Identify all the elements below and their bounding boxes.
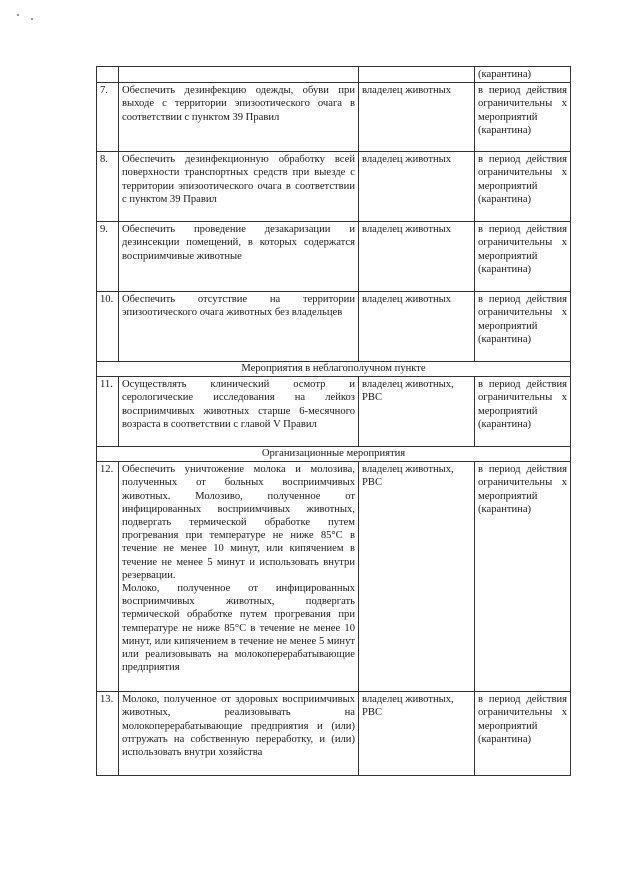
row-responsible: владелец животных	[359, 152, 475, 222]
section-heading: Мероприятия в неблагополучном пункте	[97, 362, 571, 377]
scan-speck	[31, 18, 33, 20]
row-responsible: владелец животных	[359, 292, 475, 362]
row-number: 12.	[97, 462, 119, 692]
row-term: в период действия ограничительны х мероприятий (карантина)	[475, 377, 571, 447]
table-row	[97, 83, 571, 152]
row-responsible: владелец животных, РВС	[359, 462, 475, 692]
action-paragraph: Молоко, полученное от инфицированных восприимчивых животных, подвергать термической обработке путем прогревания при температуре не ниже 85°С в течение не менее 10 минут, или кипячением в течение не менее 5 минут или реализовывать на молокоперерабатывающие предприятия	[122, 583, 355, 674]
row-action	[119, 67, 359, 83]
section-row	[97, 362, 571, 377]
row-term: (карантина)	[475, 67, 571, 83]
row-term: в период действия ограничительны х мероприятий (карантина)	[475, 292, 571, 362]
row-action: Обеспечить дезинфекционную обработку всей поверхности транспортных средств при выезде с территории эпизоотического очага в соответствии с пунктом 39 Правил	[119, 152, 359, 222]
table-row	[97, 222, 571, 292]
row-number: 13.	[97, 692, 119, 776]
row-term: в период действия ограничительны х мероприятий (карантина)	[475, 222, 571, 292]
row-term: в период действия ограничительны х мероприятий (карантина)	[475, 83, 571, 152]
scan-speck	[17, 14, 19, 16]
row-number: 11.	[97, 377, 119, 447]
row-action: Осуществлять клинический осмотр и серологические исследования на лейкоз восприимчивых животных старше 6-месячного возраста в соответствии с главой V Правил	[119, 377, 359, 447]
row-responsible	[359, 67, 475, 83]
row-term: в период действия ограничительны х мероприятий (карантина)	[475, 462, 571, 692]
table-row	[97, 67, 571, 83]
row-action: Молоко, полученное от здоровых восприимчивых животных, реализовывать на молокоперерабатывающие предприятия и (или) отгружать на собственную переработку, и (или) использовать внутри хозяйства	[119, 692, 359, 776]
measures-table	[96, 66, 571, 776]
row-term: в период действия ограничительны х мероприятий (карантина)	[475, 152, 571, 222]
row-action: Обеспечить проведение дезакаризации и дезинсекции помещений, в которых содержатся восприимчивые животные	[119, 222, 359, 292]
table-row	[97, 692, 571, 776]
row-responsible: владелец животных	[359, 222, 475, 292]
table-row	[97, 462, 571, 692]
row-number	[97, 67, 119, 83]
row-number: 9.	[97, 222, 119, 292]
table-row	[97, 292, 571, 362]
action-paragraph: Обеспечить уничтожение молока и молозива, полученных от больных восприимчивых животных. Молозиво, полученное от инфицированных восприимчивых животных, подвергать термической обработке путем прогревания при температуре не ниже 85°С в течение не менее 10 минут, или кипячением в течение не менее 5 минут и использовать внутри резервации.	[122, 464, 355, 581]
row-number: 10.	[97, 292, 119, 362]
row-number: 8.	[97, 152, 119, 222]
row-responsible: владелец животных, РВС	[359, 692, 475, 776]
row-number: 7.	[97, 83, 119, 152]
row-responsible: владелец животных, РВС	[359, 377, 475, 447]
table-row	[97, 152, 571, 222]
table-row	[97, 377, 571, 447]
row-responsible: владелец животных	[359, 83, 475, 152]
section-heading: Организационные мероприятия	[97, 447, 571, 462]
section-row	[97, 447, 571, 462]
row-action: Обеспечить дезинфекцию одежды, обуви при выходе с территории эпизоотического очага в соответствии с пунктом 39 Правил	[119, 83, 359, 152]
row-term: в период действия ограничительны х мероприятий (карантина)	[475, 692, 571, 776]
row-action	[119, 462, 359, 692]
row-action: Обеспечить отсутствие на территории эпизоотического очага животных без владельцев	[119, 292, 359, 362]
